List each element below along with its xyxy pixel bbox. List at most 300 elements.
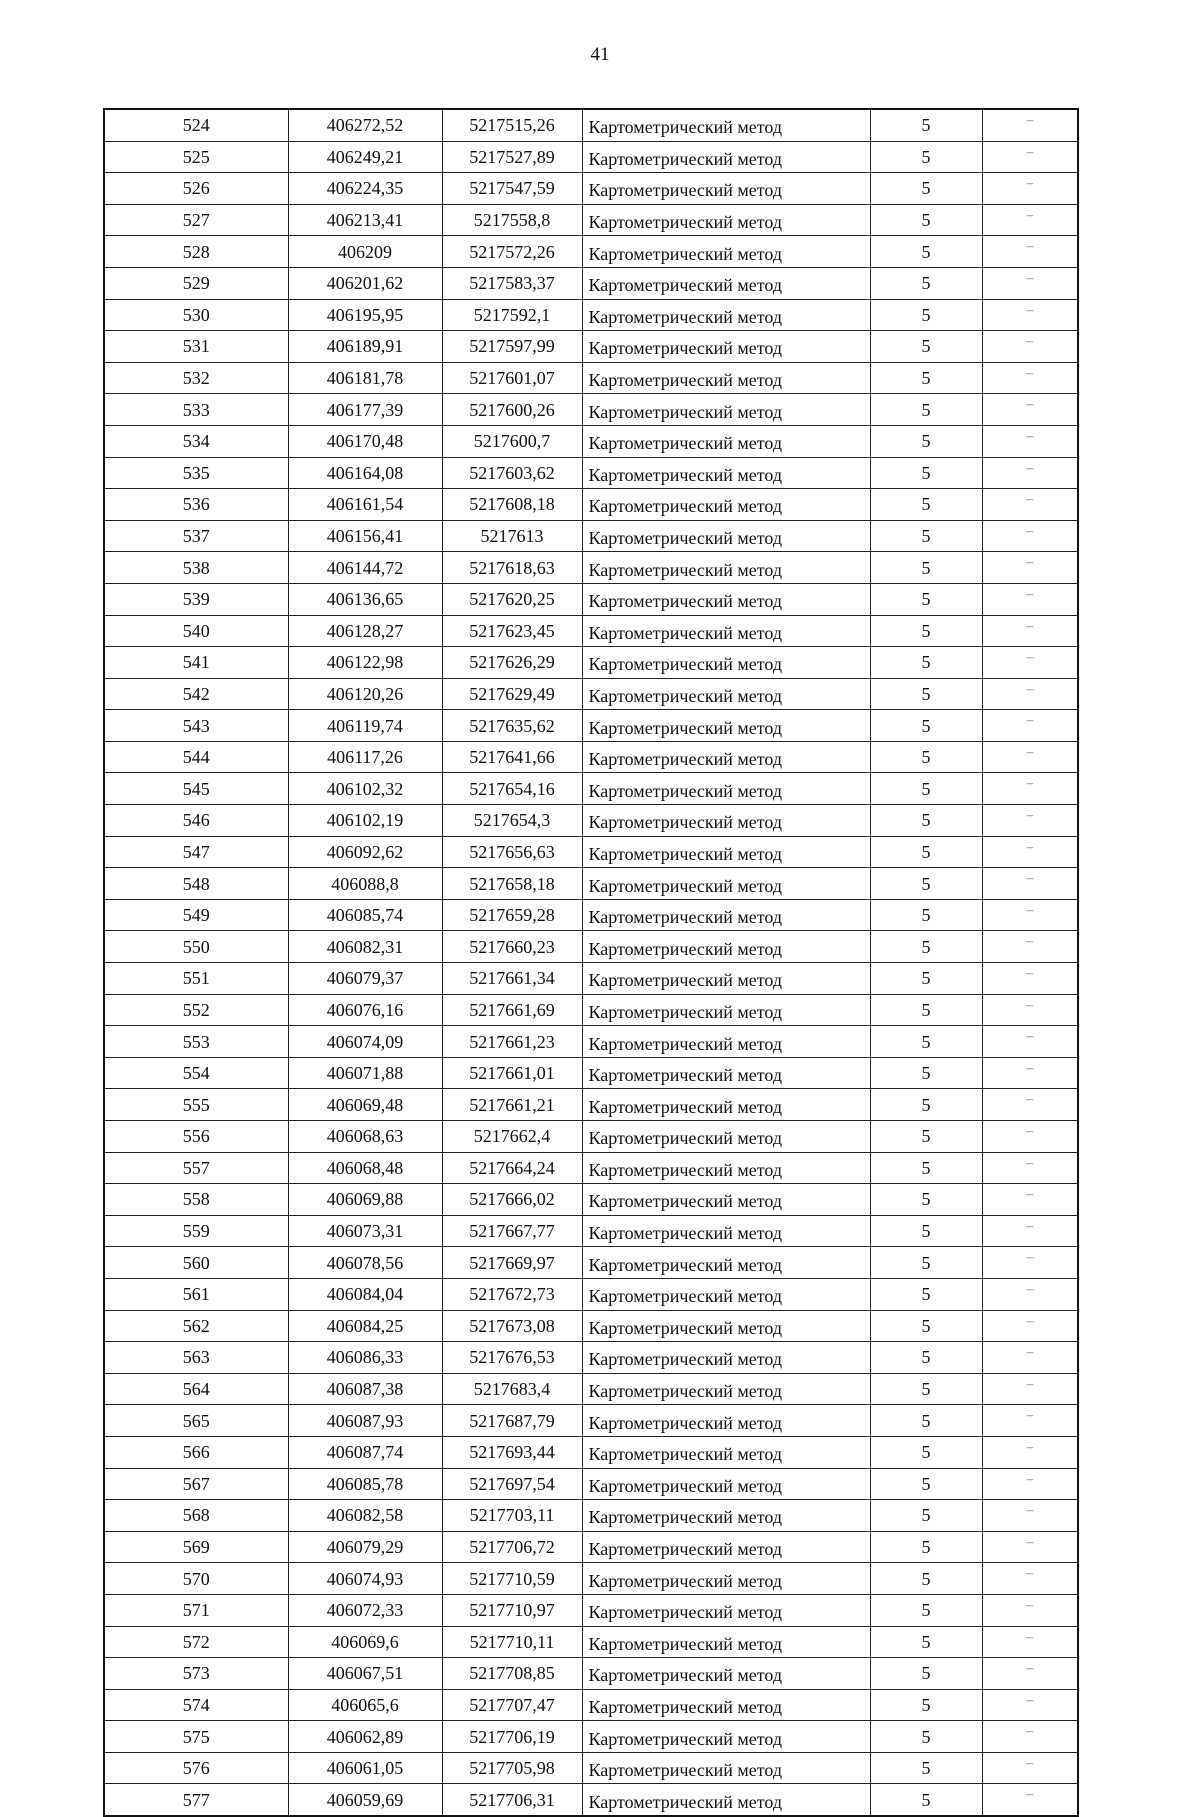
note-cell: – [982, 1658, 1078, 1690]
point-number-cell: 566 [104, 1436, 288, 1468]
y-coordinate-cell: 5217547,59 [442, 173, 582, 205]
point-number-cell: 534 [104, 425, 288, 457]
note-cell: – [982, 331, 1078, 363]
y-coordinate-cell: 5217703,11 [442, 1500, 582, 1532]
y-coordinate-cell: 5217687,79 [442, 1405, 582, 1437]
point-number-cell: 543 [104, 710, 288, 742]
point-number-cell: 576 [104, 1752, 288, 1784]
x-coordinate-cell: 406086,33 [288, 1342, 442, 1374]
x-coordinate-cell: 406249,21 [288, 141, 442, 173]
y-coordinate-cell: 5217707,47 [442, 1689, 582, 1721]
method-cell: Картометрический метод [582, 1373, 870, 1405]
method-cell: Картометрический метод [582, 299, 870, 331]
note-cell: – [982, 394, 1078, 426]
table-row [104, 1436, 1078, 1468]
accuracy-cell: 5 [870, 1342, 982, 1374]
point-number-cell: 574 [104, 1689, 288, 1721]
method-cell: Картометрический метод [582, 1247, 870, 1279]
y-coordinate-cell: 5217705,98 [442, 1752, 582, 1784]
point-number-cell: 545 [104, 773, 288, 805]
note-cell: – [982, 931, 1078, 963]
accuracy-cell: 5 [870, 1247, 982, 1279]
point-number-cell: 552 [104, 994, 288, 1026]
note-cell: – [982, 1026, 1078, 1058]
accuracy-cell: 5 [870, 299, 982, 331]
method-cell: Картометрический метод [582, 1500, 870, 1532]
method-cell: Картометрический метод [582, 1531, 870, 1563]
table-row [104, 457, 1078, 489]
accuracy-cell: 5 [870, 805, 982, 837]
accuracy-cell: 5 [870, 1089, 982, 1121]
x-coordinate-cell: 406068,48 [288, 1152, 442, 1184]
x-coordinate-cell: 406084,25 [288, 1310, 442, 1342]
method-cell: Картометрический метод [582, 1278, 870, 1310]
y-coordinate-cell: 5217676,53 [442, 1342, 582, 1374]
table-row [104, 299, 1078, 331]
y-coordinate-cell: 5217618,63 [442, 552, 582, 584]
point-number-cell: 533 [104, 394, 288, 426]
note-cell: – [982, 994, 1078, 1026]
method-cell: Картометрический метод [582, 615, 870, 647]
y-coordinate-cell: 5217661,21 [442, 1089, 582, 1121]
y-coordinate-cell: 5217597,99 [442, 331, 582, 363]
x-coordinate-cell: 406161,54 [288, 489, 442, 521]
accuracy-cell: 5 [870, 362, 982, 394]
x-coordinate-cell: 406069,88 [288, 1184, 442, 1216]
x-coordinate-cell: 406164,08 [288, 457, 442, 489]
method-cell: Картометрический метод [582, 457, 870, 489]
table-row [104, 963, 1078, 995]
x-coordinate-cell: 406092,62 [288, 836, 442, 868]
note-cell: – [982, 773, 1078, 805]
method-cell: Картометрический метод [582, 173, 870, 205]
table-row [104, 1215, 1078, 1247]
table-row [104, 362, 1078, 394]
table-row [104, 710, 1078, 742]
note-cell: – [982, 1784, 1078, 1816]
accuracy-cell: 5 [870, 1057, 982, 1089]
accuracy-cell: 5 [870, 1310, 982, 1342]
y-coordinate-cell: 5217659,28 [442, 899, 582, 931]
x-coordinate-cell: 406102,19 [288, 805, 442, 837]
note-cell: – [982, 1436, 1078, 1468]
x-coordinate-cell: 406195,95 [288, 299, 442, 331]
y-coordinate-cell: 5217527,89 [442, 141, 582, 173]
x-coordinate-cell: 406082,58 [288, 1500, 442, 1532]
method-cell: Картометрический метод [582, 236, 870, 268]
x-coordinate-cell: 406079,29 [288, 1531, 442, 1563]
note-cell: – [982, 109, 1078, 141]
note-cell: – [982, 1468, 1078, 1500]
table-row [104, 236, 1078, 268]
method-cell: Картометрический метод [582, 1152, 870, 1184]
table-row [104, 836, 1078, 868]
accuracy-cell: 5 [870, 457, 982, 489]
point-number-cell: 572 [104, 1626, 288, 1658]
note-cell: – [982, 710, 1078, 742]
table-row [104, 1689, 1078, 1721]
x-coordinate-cell: 406071,88 [288, 1057, 442, 1089]
table-row [104, 1721, 1078, 1753]
note-cell: – [982, 236, 1078, 268]
y-coordinate-cell: 5217710,97 [442, 1594, 582, 1626]
table-row [104, 647, 1078, 679]
method-cell: Картометрический метод [582, 868, 870, 900]
point-number-cell: 561 [104, 1278, 288, 1310]
accuracy-cell: 5 [870, 836, 982, 868]
accuracy-cell: 5 [870, 173, 982, 205]
x-coordinate-cell: 406074,93 [288, 1563, 442, 1595]
y-coordinate-cell: 5217623,45 [442, 615, 582, 647]
accuracy-cell: 5 [870, 1658, 982, 1690]
note-cell: – [982, 141, 1078, 173]
x-coordinate-cell: 406136,65 [288, 583, 442, 615]
y-coordinate-cell: 5217661,34 [442, 963, 582, 995]
note-cell: – [982, 1057, 1078, 1089]
y-coordinate-cell: 5217515,26 [442, 109, 582, 141]
x-coordinate-cell: 406177,39 [288, 394, 442, 426]
accuracy-cell: 5 [870, 1436, 982, 1468]
method-cell: Картометрический метод [582, 362, 870, 394]
accuracy-cell: 5 [870, 899, 982, 931]
note-cell: – [982, 741, 1078, 773]
method-cell: Картометрический метод [582, 1342, 870, 1374]
table-row [104, 173, 1078, 205]
accuracy-cell: 5 [870, 710, 982, 742]
y-coordinate-cell: 5217666,02 [442, 1184, 582, 1216]
method-cell: Картометрический метод [582, 1784, 870, 1816]
x-coordinate-cell: 406156,41 [288, 520, 442, 552]
table-row [104, 1247, 1078, 1279]
point-number-cell: 548 [104, 868, 288, 900]
table-row [104, 678, 1078, 710]
point-number-cell: 568 [104, 1500, 288, 1532]
y-coordinate-cell: 5217706,31 [442, 1784, 582, 1816]
table-row [104, 1152, 1078, 1184]
note-cell: – [982, 1563, 1078, 1595]
point-number-cell: 540 [104, 615, 288, 647]
table-row [104, 1310, 1078, 1342]
x-coordinate-cell: 406065,6 [288, 1689, 442, 1721]
accuracy-cell: 5 [870, 394, 982, 426]
y-coordinate-cell: 5217654,3 [442, 805, 582, 837]
note-cell: – [982, 805, 1078, 837]
point-number-cell: 527 [104, 204, 288, 236]
y-coordinate-cell: 5217667,77 [442, 1215, 582, 1247]
accuracy-cell: 5 [870, 1752, 982, 1784]
accuracy-cell: 5 [870, 109, 982, 141]
accuracy-cell: 5 [870, 1152, 982, 1184]
method-cell: Картометрический метод [582, 583, 870, 615]
method-cell: Картометрический метод [582, 1626, 870, 1658]
table-row [104, 425, 1078, 457]
x-coordinate-cell: 406079,37 [288, 963, 442, 995]
method-cell: Картометрический метод [582, 109, 870, 141]
point-number-cell: 577 [104, 1784, 288, 1816]
accuracy-cell: 5 [870, 1215, 982, 1247]
x-coordinate-cell: 406085,78 [288, 1468, 442, 1500]
note-cell: – [982, 520, 1078, 552]
table-row [104, 931, 1078, 963]
method-cell: Картометрический метод [582, 489, 870, 521]
note-cell: – [982, 1405, 1078, 1437]
accuracy-cell: 5 [870, 1689, 982, 1721]
table-row [104, 331, 1078, 363]
note-cell: – [982, 615, 1078, 647]
point-number-cell: 556 [104, 1121, 288, 1153]
coordinates-table [103, 108, 1079, 1817]
y-coordinate-cell: 5217710,11 [442, 1626, 582, 1658]
table-row [104, 1658, 1078, 1690]
point-number-cell: 563 [104, 1342, 288, 1374]
x-coordinate-cell: 406224,35 [288, 173, 442, 205]
x-coordinate-cell: 406128,27 [288, 615, 442, 647]
point-number-cell: 539 [104, 583, 288, 615]
note-cell: – [982, 1152, 1078, 1184]
x-coordinate-cell: 406213,41 [288, 204, 442, 236]
table-row [104, 1468, 1078, 1500]
method-cell: Картометрический метод [582, 1436, 870, 1468]
y-coordinate-cell: 5217641,66 [442, 741, 582, 773]
point-number-cell: 529 [104, 267, 288, 299]
y-coordinate-cell: 5217656,63 [442, 836, 582, 868]
method-cell: Картометрический метод [582, 141, 870, 173]
note-cell: – [982, 583, 1078, 615]
y-coordinate-cell: 5217683,4 [442, 1373, 582, 1405]
method-cell: Картометрический метод [582, 1121, 870, 1153]
x-coordinate-cell: 406068,63 [288, 1121, 442, 1153]
table-row [104, 1373, 1078, 1405]
y-coordinate-cell: 5217558,8 [442, 204, 582, 236]
table-row [104, 1752, 1078, 1784]
method-cell: Картометрический метод [582, 931, 870, 963]
table-row [104, 1531, 1078, 1563]
method-cell: Картометрический метод [582, 1658, 870, 1690]
note-cell: – [982, 1721, 1078, 1753]
x-coordinate-cell: 406087,38 [288, 1373, 442, 1405]
method-cell: Картометрический метод [582, 805, 870, 837]
note-cell: – [982, 1626, 1078, 1658]
x-coordinate-cell: 406117,26 [288, 741, 442, 773]
method-cell: Картометрический метод [582, 1310, 870, 1342]
table-row [104, 520, 1078, 552]
note-cell: – [982, 647, 1078, 679]
note-cell: – [982, 362, 1078, 394]
method-cell: Картометрический метод [582, 425, 870, 457]
y-coordinate-cell: 5217669,97 [442, 1247, 582, 1279]
x-coordinate-cell: 406069,48 [288, 1089, 442, 1121]
method-cell: Картометрический метод [582, 773, 870, 805]
note-cell: – [982, 1278, 1078, 1310]
accuracy-cell: 5 [870, 489, 982, 521]
method-cell: Картометрический метод [582, 552, 870, 584]
y-coordinate-cell: 5217706,72 [442, 1531, 582, 1563]
note-cell: – [982, 1531, 1078, 1563]
note-cell: – [982, 1184, 1078, 1216]
coordinates-table-body [104, 109, 1078, 1816]
point-number-cell: 559 [104, 1215, 288, 1247]
table-row [104, 583, 1078, 615]
point-number-cell: 531 [104, 331, 288, 363]
accuracy-cell: 5 [870, 773, 982, 805]
table-row [104, 109, 1078, 141]
point-number-cell: 532 [104, 362, 288, 394]
accuracy-cell: 5 [870, 963, 982, 995]
note-cell: – [982, 1247, 1078, 1279]
point-number-cell: 524 [104, 109, 288, 141]
table-row [104, 805, 1078, 837]
method-cell: Картометрический метод [582, 1689, 870, 1721]
y-coordinate-cell: 5217673,08 [442, 1310, 582, 1342]
table-row [104, 994, 1078, 1026]
point-number-cell: 541 [104, 647, 288, 679]
method-cell: Картометрический метод [582, 741, 870, 773]
accuracy-cell: 5 [870, 647, 982, 679]
method-cell: Картометрический метод [582, 331, 870, 363]
accuracy-cell: 5 [870, 425, 982, 457]
y-coordinate-cell: 5217600,26 [442, 394, 582, 426]
note-cell: – [982, 267, 1078, 299]
accuracy-cell: 5 [870, 678, 982, 710]
point-number-cell: 573 [104, 1658, 288, 1690]
y-coordinate-cell: 5217664,24 [442, 1152, 582, 1184]
method-cell: Картометрический метод [582, 1468, 870, 1500]
method-cell: Картометрический метод [582, 394, 870, 426]
table-row [104, 615, 1078, 647]
accuracy-cell: 5 [870, 1626, 982, 1658]
accuracy-cell: 5 [870, 615, 982, 647]
x-coordinate-cell: 406088,8 [288, 868, 442, 900]
method-cell: Картометрический метод [582, 1215, 870, 1247]
accuracy-cell: 5 [870, 1594, 982, 1626]
accuracy-cell: 5 [870, 1184, 982, 1216]
x-coordinate-cell: 406087,93 [288, 1405, 442, 1437]
y-coordinate-cell: 5217661,01 [442, 1057, 582, 1089]
point-number-cell: 535 [104, 457, 288, 489]
note-cell: – [982, 299, 1078, 331]
x-coordinate-cell: 406087,74 [288, 1436, 442, 1468]
x-coordinate-cell: 406078,56 [288, 1247, 442, 1279]
note-cell: – [982, 868, 1078, 900]
x-coordinate-cell: 406201,62 [288, 267, 442, 299]
method-cell: Картометрический метод [582, 1184, 870, 1216]
x-coordinate-cell: 406073,31 [288, 1215, 442, 1247]
y-coordinate-cell: 5217603,62 [442, 457, 582, 489]
method-cell: Картометрический метод [582, 1752, 870, 1784]
table-row [104, 552, 1078, 584]
y-coordinate-cell: 5217572,26 [442, 236, 582, 268]
point-number-cell: 567 [104, 1468, 288, 1500]
point-number-cell: 542 [104, 678, 288, 710]
note-cell: – [982, 489, 1078, 521]
table-row [104, 1500, 1078, 1532]
table-row [104, 1563, 1078, 1595]
x-coordinate-cell: 406084,04 [288, 1278, 442, 1310]
accuracy-cell: 5 [870, 1405, 982, 1437]
note-cell: – [982, 1500, 1078, 1532]
point-number-cell: 550 [104, 931, 288, 963]
accuracy-cell: 5 [870, 267, 982, 299]
method-cell: Картометрический метод [582, 899, 870, 931]
method-cell: Картометрический метод [582, 678, 870, 710]
x-coordinate-cell: 406209 [288, 236, 442, 268]
note-cell: – [982, 457, 1078, 489]
point-number-cell: 570 [104, 1563, 288, 1595]
table-row [104, 1057, 1078, 1089]
x-coordinate-cell: 406074,09 [288, 1026, 442, 1058]
point-number-cell: 525 [104, 141, 288, 173]
table-row [104, 1405, 1078, 1437]
y-coordinate-cell: 5217693,44 [442, 1436, 582, 1468]
x-coordinate-cell: 406102,32 [288, 773, 442, 805]
method-cell: Картометрический метод [582, 1563, 870, 1595]
y-coordinate-cell: 5217708,85 [442, 1658, 582, 1690]
table-row [104, 1278, 1078, 1310]
point-number-cell: 565 [104, 1405, 288, 1437]
point-number-cell: 575 [104, 1721, 288, 1753]
accuracy-cell: 5 [870, 331, 982, 363]
x-coordinate-cell: 406189,91 [288, 331, 442, 363]
note-cell: – [982, 1373, 1078, 1405]
x-coordinate-cell: 406076,16 [288, 994, 442, 1026]
y-coordinate-cell: 5217620,25 [442, 583, 582, 615]
method-cell: Картометрический метод [582, 1721, 870, 1753]
table-row [104, 489, 1078, 521]
note-cell: – [982, 678, 1078, 710]
accuracy-cell: 5 [870, 204, 982, 236]
x-coordinate-cell: 406144,72 [288, 552, 442, 584]
x-coordinate-cell: 406119,74 [288, 710, 442, 742]
note-cell: – [982, 204, 1078, 236]
note-cell: – [982, 963, 1078, 995]
accuracy-cell: 5 [870, 1563, 982, 1595]
point-number-cell: 528 [104, 236, 288, 268]
method-cell: Картометрический метод [582, 204, 870, 236]
method-cell: Картометрический метод [582, 836, 870, 868]
table-row [104, 899, 1078, 931]
point-number-cell: 569 [104, 1531, 288, 1563]
x-coordinate-cell: 406085,74 [288, 899, 442, 931]
note-cell: – [982, 1215, 1078, 1247]
y-coordinate-cell: 5217601,07 [442, 362, 582, 394]
point-number-cell: 557 [104, 1152, 288, 1184]
table-row [104, 1594, 1078, 1626]
method-cell: Картометрический метод [582, 1594, 870, 1626]
accuracy-cell: 5 [870, 236, 982, 268]
table-row [104, 1342, 1078, 1374]
accuracy-cell: 5 [870, 520, 982, 552]
note-cell: – [982, 1594, 1078, 1626]
accuracy-cell: 5 [870, 1468, 982, 1500]
point-number-cell: 530 [104, 299, 288, 331]
table-row [104, 1121, 1078, 1153]
note-cell: – [982, 552, 1078, 584]
point-number-cell: 538 [104, 552, 288, 584]
y-coordinate-cell: 5217662,4 [442, 1121, 582, 1153]
note-cell: – [982, 1121, 1078, 1153]
y-coordinate-cell: 5217710,59 [442, 1563, 582, 1595]
accuracy-cell: 5 [870, 1531, 982, 1563]
method-cell: Картометрический метод [582, 994, 870, 1026]
point-number-cell: 546 [104, 805, 288, 837]
point-number-cell: 544 [104, 741, 288, 773]
point-number-cell: 526 [104, 173, 288, 205]
accuracy-cell: 5 [870, 1784, 982, 1816]
y-coordinate-cell: 5217629,49 [442, 678, 582, 710]
y-coordinate-cell: 5217706,19 [442, 1721, 582, 1753]
x-coordinate-cell: 406170,48 [288, 425, 442, 457]
x-coordinate-cell: 406272,52 [288, 109, 442, 141]
